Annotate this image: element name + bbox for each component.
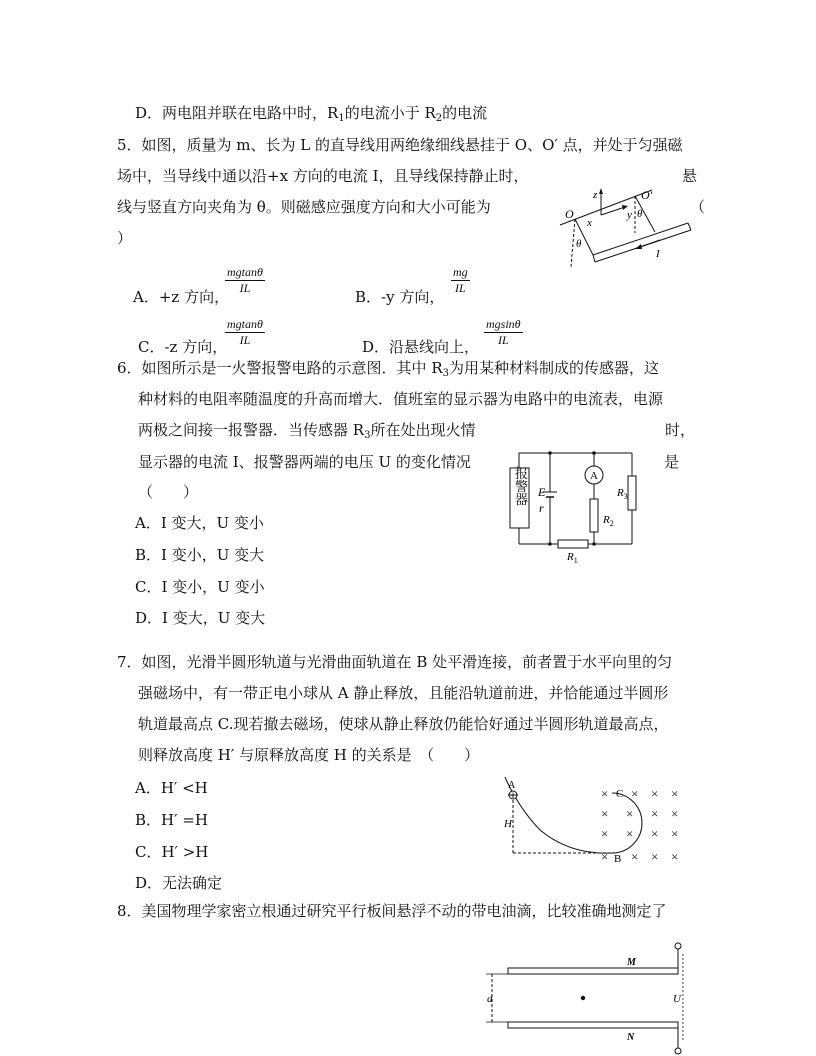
- q5-label-o: O: [565, 207, 574, 221]
- svg-text:×: ×: [671, 786, 679, 801]
- q6-stem-line4: 显示器的电流 I、报警器两端的电压 U 的变化情况: [138, 453, 471, 471]
- q7-stem-line2: 强磁场中，有一带正电小球从 A 静止释放，且能沿轨道前进，并恰能通过半圆形: [138, 684, 669, 702]
- q5-label-z: z: [593, 189, 598, 201]
- q7-label-h: H: [504, 818, 512, 830]
- q5-label-x: x: [587, 217, 592, 229]
- svg-text:×: ×: [631, 786, 639, 801]
- q7-track-figure: [500, 775, 685, 867]
- q5-rod: [593, 223, 688, 255]
- q8-label-n: N: [627, 1032, 635, 1043]
- q6-label-r2: $R_2$: [603, 514, 614, 528]
- q8-plate-n: [508, 1022, 678, 1028]
- svg-text:×: ×: [601, 806, 609, 821]
- q5-option-d: D．沿悬线向上，: [362, 338, 480, 356]
- q7-stem-line4: 则释放高度 H′ 与原释放高度 H 的关系是 （ ）: [138, 746, 480, 764]
- q7-option-d: D．无法确定: [135, 874, 223, 892]
- q6-stem-line4-right: 是: [664, 453, 680, 471]
- q6-stem-line3: 两极之间接一报警器．当传感器 $R_3$所在处出现火情: [138, 421, 476, 441]
- q5-stem-line3-right: （: [690, 198, 706, 216]
- q8-stem-line1: 8．美国物理学家密立根通过研究平行板间悬浮不动的带电油滴，比较准确地测定了: [117, 902, 667, 920]
- svg-text:×: ×: [651, 849, 659, 864]
- q6-stem-line2: 种材料的电阻率随温度的升高而增大．值班室的显示器为电路中的电流表，电源: [138, 390, 664, 408]
- q5-option-c: C．-z 方向，: [138, 338, 228, 356]
- svg-text:×: ×: [601, 786, 609, 801]
- q6-alarm-label: 报警器: [512, 466, 527, 506]
- svg-text:×: ×: [626, 826, 634, 841]
- q8-plate-m: [508, 968, 678, 974]
- q6-resistor-r2: [590, 499, 598, 532]
- q5-option-a-fraction: $\frac{mgtan\theta}{IL}$: [227, 265, 263, 295]
- q7-label-b: B: [614, 853, 622, 865]
- q6-label-r1: $R_1$: [567, 551, 578, 565]
- q8-plates-figure: [480, 940, 690, 1056]
- q7-curved-track: [505, 777, 612, 853]
- svg-text:×: ×: [671, 849, 679, 864]
- svg-text:×: ×: [651, 806, 659, 821]
- svg-text:×: ×: [671, 806, 679, 821]
- q5-option-b-fraction: $\frac{mg}{IL}$: [453, 265, 468, 295]
- q7-option-b: B．H′ =H: [135, 811, 208, 829]
- q6-option-b: B．I 变小，U 变大: [135, 546, 265, 564]
- q6-option-c: C．I 变小，U 变小: [135, 578, 265, 596]
- q8-label-m: M: [627, 957, 636, 968]
- q8-oil-drop: [581, 996, 585, 1000]
- svg-text:×: ×: [631, 849, 639, 864]
- q7-stem-line1: 7．如图，光滑半圆形轨道与光滑曲面轨道在 B 处平滑连接，前者置于水平向里的匀: [117, 653, 673, 671]
- q7-option-a: A．H′ <H: [135, 779, 208, 797]
- q5-label-theta-right: θ: [637, 208, 643, 220]
- q5-option-a: A．+z 方向，: [133, 288, 230, 306]
- svg-text:×: ×: [671, 826, 679, 841]
- q5-label-current: I: [656, 248, 660, 260]
- q6-stem-line3-right: 时，: [665, 421, 696, 439]
- q7-option-c: C．H′ >H: [135, 843, 209, 861]
- q5-stem-line1: 5．如图，质量为 m、长为 L 的直导线用两绝缘细线悬挂于 O、O′ 点，并处于匀强磁: [117, 136, 683, 154]
- q8-label-d: d: [487, 993, 493, 1005]
- q4-option-d: D．两电阻并联在电路中时，$R_1$的电流小于 $R_2$的电流: [135, 104, 488, 124]
- q5-label-theta-left: θ: [576, 238, 582, 250]
- q7-magnetic-field-marks: [601, 786, 678, 864]
- q5-option-c-fraction: $\frac{mgtan\theta}{IL}$: [227, 317, 263, 347]
- q5-label-y: y: [627, 209, 632, 221]
- q6-label-r3: $R_3$: [617, 487, 628, 501]
- q6-label-e: E: [538, 485, 546, 499]
- q6-option-a: A．I 变大，U 变小: [135, 514, 264, 532]
- q5-option-b: B．-y 方向，: [355, 288, 445, 306]
- q8-label-u: U: [673, 993, 681, 1005]
- q5-stem-line4: ）: [117, 229, 133, 247]
- q5-figure: [555, 185, 695, 275]
- q5-label-oprime: O′: [641, 188, 653, 202]
- q5-stem-line3: 线与竖直方向夹角为 θ。则磁感应强度方向和大小可能为: [117, 198, 491, 216]
- q6-answer-bracket: （ ）: [138, 483, 199, 501]
- q6-option-d: D．I 变大，U 变大: [135, 609, 266, 627]
- q7-stem-line3: 轨道最高点 C.现若撤去磁场，使球从静止释放仍能恰好通过半圆形轨道最高点，: [138, 715, 669, 733]
- q5-stem-line2-right: 悬: [682, 167, 698, 185]
- q6-stem-line1: 6．如图所示是一火警报警电路的示意图．其中 $R_3$为用某种材料制成的传感器，这: [117, 359, 659, 379]
- q5-option-d-fraction: $\frac{mgsin\theta}{IL}$: [486, 317, 521, 347]
- q7-label-c: C: [616, 788, 624, 800]
- q6-label-ammeter: A: [590, 470, 598, 482]
- q6-label-r: r: [539, 501, 544, 515]
- svg-text:×: ×: [601, 849, 609, 864]
- svg-text:×: ×: [601, 826, 609, 841]
- q6-resistor-r1: [558, 540, 588, 548]
- q7-semicircle-track: [612, 793, 642, 853]
- q7-label-a: A: [508, 780, 516, 791]
- q5-stem-line2: 场中，当导线中通以沿+x 方向的电流 I，且导线保持静止时，: [117, 167, 529, 185]
- svg-text:×: ×: [626, 806, 634, 821]
- q6-resistor-r3: [628, 476, 636, 510]
- q6-circuit-figure: [505, 448, 645, 566]
- svg-text:×: ×: [651, 786, 659, 801]
- svg-text:×: ×: [651, 826, 659, 841]
